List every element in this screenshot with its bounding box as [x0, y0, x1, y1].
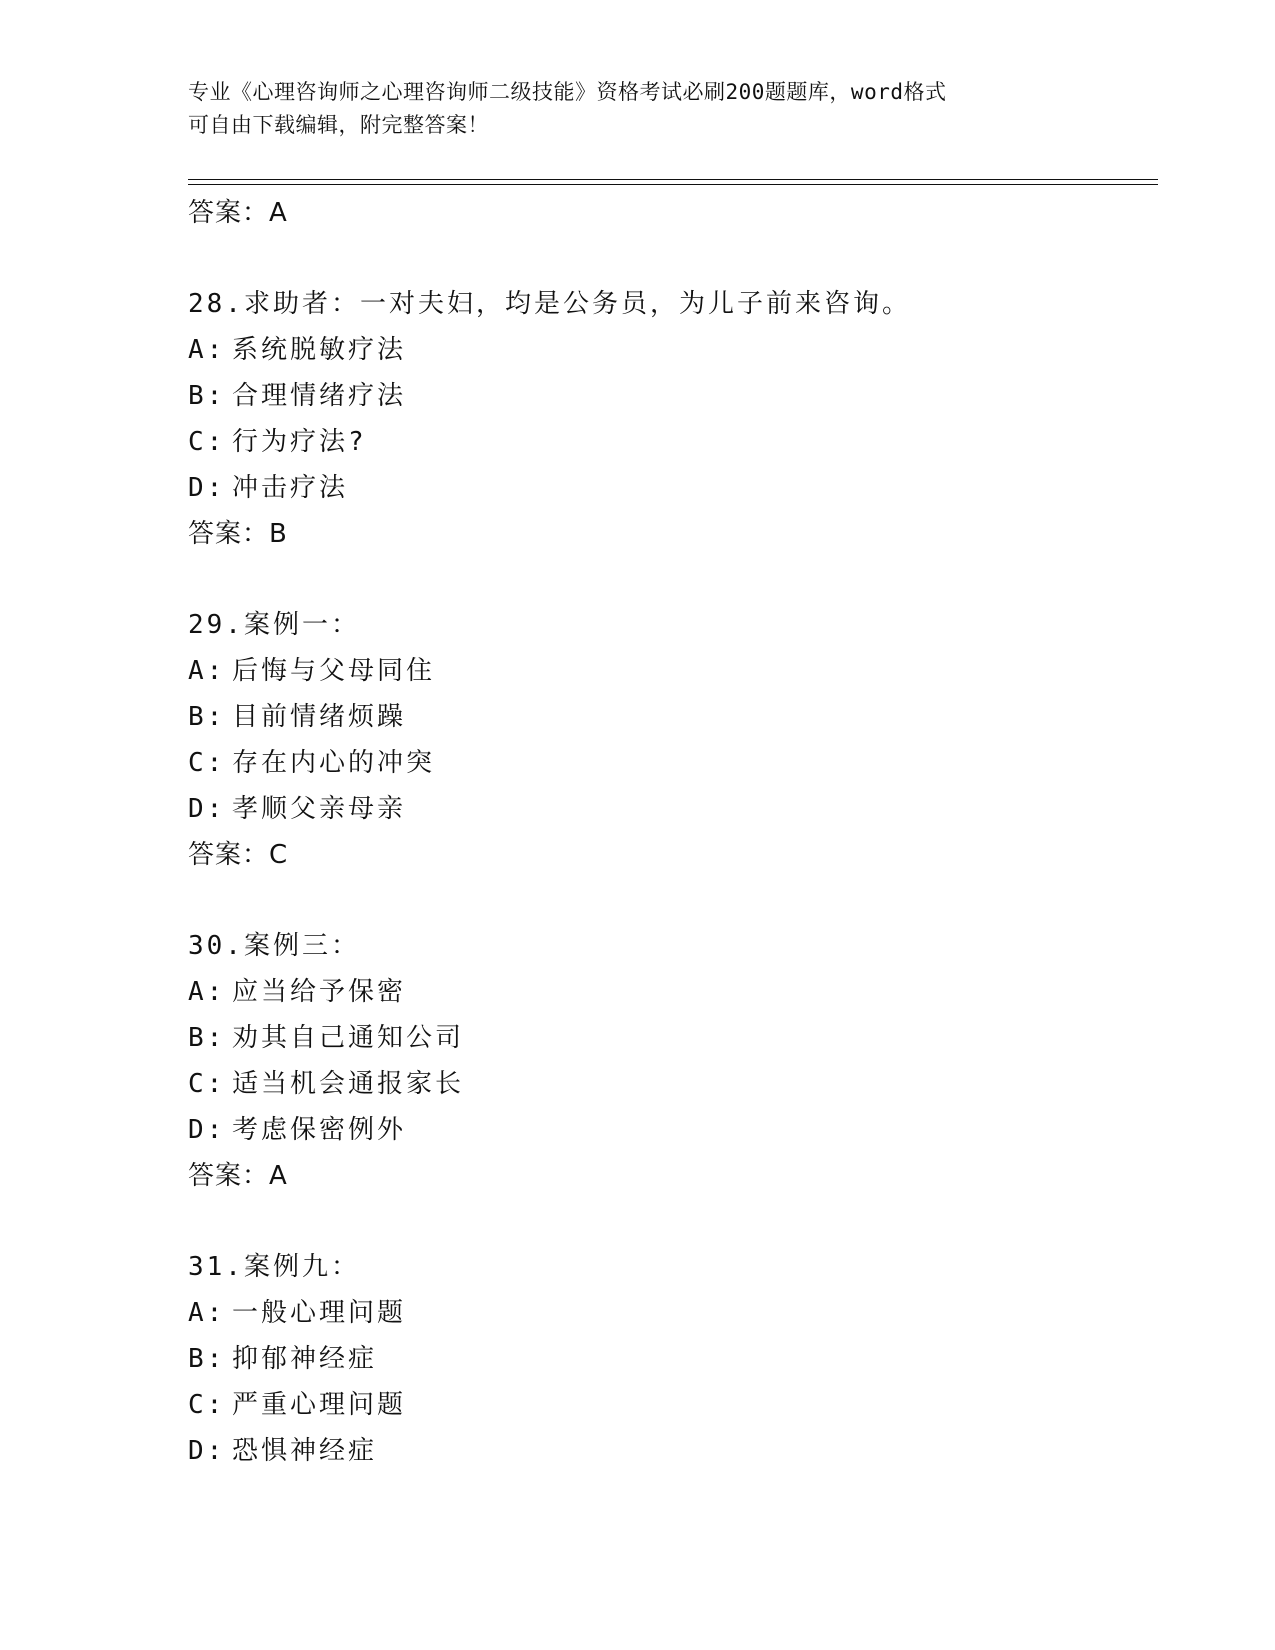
option-text: 适当机会通报家长 — [232, 1069, 465, 1099]
document-header — [188, 76, 1088, 142]
option-row — [188, 327, 1148, 373]
option-text: 系统脱敏疗法 — [232, 335, 407, 365]
option-text: 目前情绪烦躁 — [232, 702, 407, 732]
option-text: 孝顺父亲母亲 — [232, 794, 407, 824]
answer-line — [188, 1153, 1148, 1199]
header-divider-top — [188, 179, 1158, 180]
option-row — [188, 648, 1148, 694]
option-text: 抑郁神经症 — [232, 1344, 378, 1374]
question-text: 案例一： — [243, 610, 360, 640]
answer-value: C — [269, 840, 289, 870]
option-row — [188, 1061, 1148, 1107]
question-stem — [188, 923, 1148, 969]
option-text: 恐惧神经症 — [232, 1436, 378, 1466]
option-text: 行为疗法? — [232, 427, 367, 457]
option-row — [188, 1015, 1148, 1061]
question-stem — [188, 602, 1148, 648]
question-block — [188, 923, 1148, 1199]
option-key: B: — [188, 381, 226, 411]
header-line-2: 可自由下载编辑，附完整答案！ — [188, 113, 489, 137]
answer-label: 答案： — [188, 840, 270, 870]
option-row — [188, 969, 1148, 1015]
answer-label: 答案： — [188, 519, 270, 549]
question-text: 案例九： — [243, 1252, 360, 1282]
option-row — [188, 1107, 1148, 1153]
option-text: 合理情绪疗法 — [232, 381, 407, 411]
option-key: A: — [188, 656, 226, 686]
option-text: 存在内心的冲突 — [232, 748, 436, 778]
option-key: A: — [188, 977, 226, 1007]
question-block — [188, 1244, 1148, 1474]
option-key: C: — [188, 1069, 226, 1099]
option-key: D: — [188, 1436, 226, 1466]
question-text: 案例三： — [243, 931, 360, 961]
option-key: B: — [188, 1344, 226, 1374]
option-row — [188, 419, 1148, 465]
option-row — [188, 465, 1148, 511]
option-key: D: — [188, 794, 226, 824]
answer-label: 答案： — [188, 198, 270, 228]
option-row — [188, 1336, 1148, 1382]
question-list — [188, 190, 1148, 1474]
option-key: A: — [188, 335, 226, 365]
option-row — [188, 740, 1148, 786]
option-text: 应当给予保密 — [232, 977, 407, 1007]
option-row — [188, 1382, 1148, 1428]
question-number: 30. — [188, 931, 244, 961]
option-key: C: — [188, 427, 226, 457]
question-number: 29. — [188, 610, 244, 640]
answer-value: A — [269, 198, 288, 228]
question-stem — [188, 1244, 1148, 1290]
option-key: C: — [188, 748, 226, 778]
option-key: D: — [188, 1115, 226, 1145]
answer-line — [188, 832, 1148, 878]
header-divider-bottom — [188, 184, 1158, 185]
header-line-1: 专业《心理咨询师之心理咨询师二级技能》资格考试必刷200题题库，word格式 — [188, 80, 947, 104]
answer-line — [188, 511, 1148, 557]
answer-label: 答案： — [188, 1161, 270, 1191]
option-row — [188, 1290, 1148, 1336]
question-block — [188, 602, 1148, 878]
option-text: 一般心理问题 — [232, 1298, 407, 1328]
option-text: 考虑保密例外 — [232, 1115, 407, 1145]
answer-value: A — [269, 1161, 288, 1191]
question-number: 31. — [188, 1252, 244, 1282]
option-text: 劝其自己通知公司 — [232, 1023, 465, 1053]
question-text: 求助者：一对夫妇，均是公务员，为儿子前来咨询。 — [243, 289, 911, 319]
option-text: 后悔与父母同住 — [232, 656, 436, 686]
option-text: 严重心理问题 — [232, 1390, 407, 1420]
option-key: A: — [188, 1298, 226, 1328]
option-key: B: — [188, 702, 226, 732]
answer-value: B — [269, 519, 288, 549]
option-row — [188, 373, 1148, 419]
option-row — [188, 1428, 1148, 1474]
question-number: 28. — [188, 289, 244, 319]
question-stem — [188, 281, 1148, 327]
answer-line — [188, 190, 1148, 236]
option-key: B: — [188, 1023, 226, 1053]
option-row — [188, 694, 1148, 740]
option-key: D: — [188, 473, 226, 503]
question-block — [188, 281, 1148, 557]
option-row — [188, 786, 1148, 832]
option-text: 冲击疗法 — [232, 473, 349, 503]
option-key: C: — [188, 1390, 226, 1420]
